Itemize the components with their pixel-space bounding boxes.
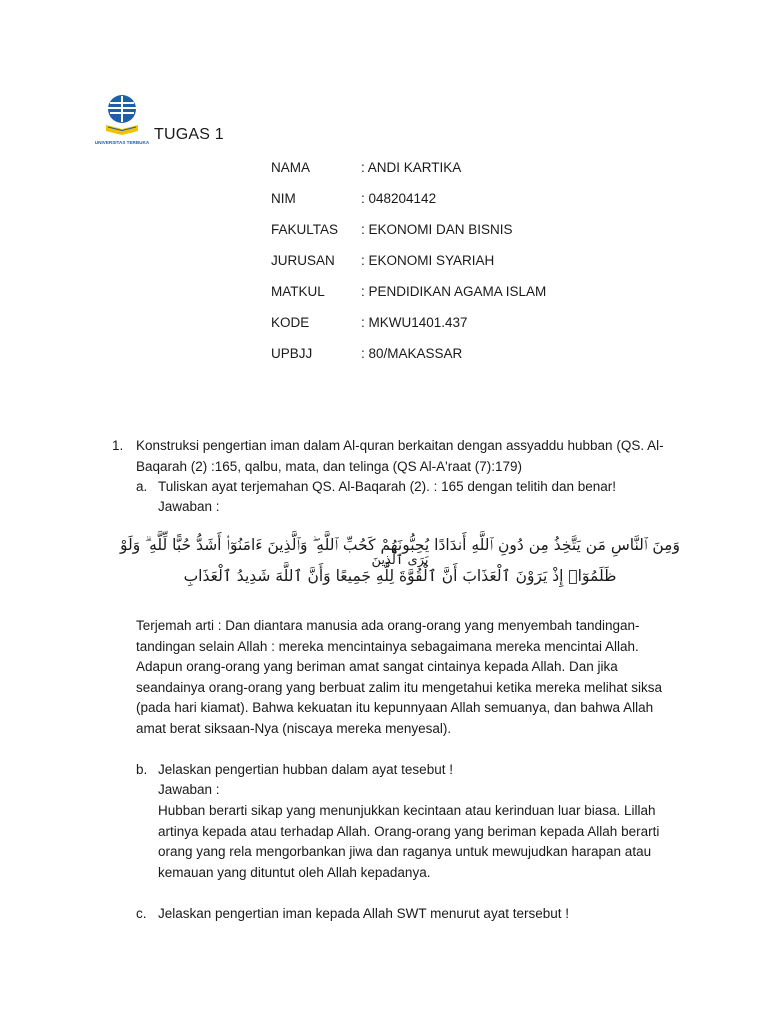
info-label: MATKUL (271, 284, 325, 299)
info-value: : PENDIDIKAN AGAMA ISLAM (361, 284, 547, 299)
info-row (271, 189, 546, 220)
info-row (271, 158, 546, 189)
info-label: NAMA (271, 160, 311, 175)
page-title: TUGAS 1 (154, 126, 224, 143)
info-label: NIM (271, 191, 296, 206)
info-value: : 048204142 (361, 191, 437, 206)
arabic-verse (120, 536, 680, 586)
subquestion-a-letter: a. (136, 479, 148, 494)
arabic-line: وَمِنَ ٱلنَّاسِ مَن يَتَّخِذُ مِن دُونِ ٱللَّهِ أَندَادًا يُحِبُّونَهُمْ كَحُبِّ ٱللَّهِ ۖ وَٱلَّذِينَ ءَامَنُوٓا۟ أَشَدُّ حُبًّا لِّلَّهِ ۗ وَلَوْ (120, 536, 680, 554)
arabic-line: يَرَى ٱلَّذِينَ (371, 553, 429, 568)
translation-paragraph: Terjemah arti : Dan diantara manusia ada orang-orang yang menyembah tandingan-tandingan selain Allah : mereka mencintainya sebagaimana mereka mencintai Allah. Adapun orang-orang yang beriman amat sangat cintainya kepada Allah. Dan jika seandainya orang-orang yang berbuat zalim itu mengetahui ketika mereka melihat siksa (pada hari kiamat). Bahwa kekuatan itu kepunnyaan Allah semuanya, dan bahwa Allah amat berat siksaan-Nya (niscaya mereka menyesal). (136, 618, 663, 736)
info-value: : EKONOMI SYARIAH (361, 253, 495, 268)
info-value: : EKONOMI DAN BISNIS (361, 222, 513, 237)
subquestion-c-letter: c. (136, 906, 147, 921)
info-row (271, 220, 546, 251)
info-row (271, 344, 546, 375)
info-row (271, 282, 546, 313)
subquestion-a-answer-label: Jawaban : (158, 499, 220, 514)
subquestion-c-prompt: Jelaskan pengertian iman kepada Allah SWT menurut ayat tersebut ! (158, 906, 569, 921)
university-logo (94, 92, 150, 148)
info-label: KODE (271, 315, 310, 330)
question-number: 1. (112, 438, 124, 453)
logo-text: UNIVERSITAS TERBUKA (94, 140, 150, 145)
arabic-line: ظَلَمُوٓا۟ إِذْ يَرَوْنَ ٱلْعَذَابَ أَنَّ ٱلْقُوَّةَ لِلَّهِ جَمِيعًا وَأَنَّ ٱللَّهَ شَدِيدُ ٱلْعَذَابِ (183, 567, 617, 585)
subquestion-b-answer-label: Jawaban : (158, 782, 220, 797)
student-info-table (271, 158, 546, 375)
question-text: Konstruksi pengertian iman dalam Al-quran berkaitan dengan assyaddu hubban (QS. Al-Baqarah (2) :165, qalbu, mata, dan telinga (QS Al-A'raat (7):179) (136, 438, 664, 474)
info-value: : 80/MAKASSAR (361, 346, 463, 361)
subquestion-b-prompt: Jelaskan pengertian hubban dalam ayat tesebut ! (158, 762, 453, 777)
info-label: JURUSAN (271, 253, 335, 268)
subquestion-a-prompt: Tuliskan ayat terjemahan QS. Al-Baqarah (2). : 165 dengan telitih dan benar! (158, 479, 617, 494)
info-row (271, 313, 546, 344)
info-value: : MKWU1401.437 (361, 315, 468, 330)
subquestion-b-letter: b. (136, 762, 148, 777)
info-label: UPBJJ (271, 346, 313, 361)
info-label: FAKULTAS (271, 222, 339, 237)
info-value: : ANDI KARTIKA (361, 160, 462, 175)
subquestion-b-answer: Hubban berarti sikap yang menunjukkan kecintaan atau kerinduan luar biasa. Lillah artinya kepada atau terhadap Allah. Orang-orang yang beriman kepada Allah berarti orang yang rela mengorbankan jiwa dan raganya untuk mewujudkan harapan atau kemauan yang dituntut oleh Allah kepadanya. (158, 803, 660, 880)
info-row (271, 251, 546, 282)
